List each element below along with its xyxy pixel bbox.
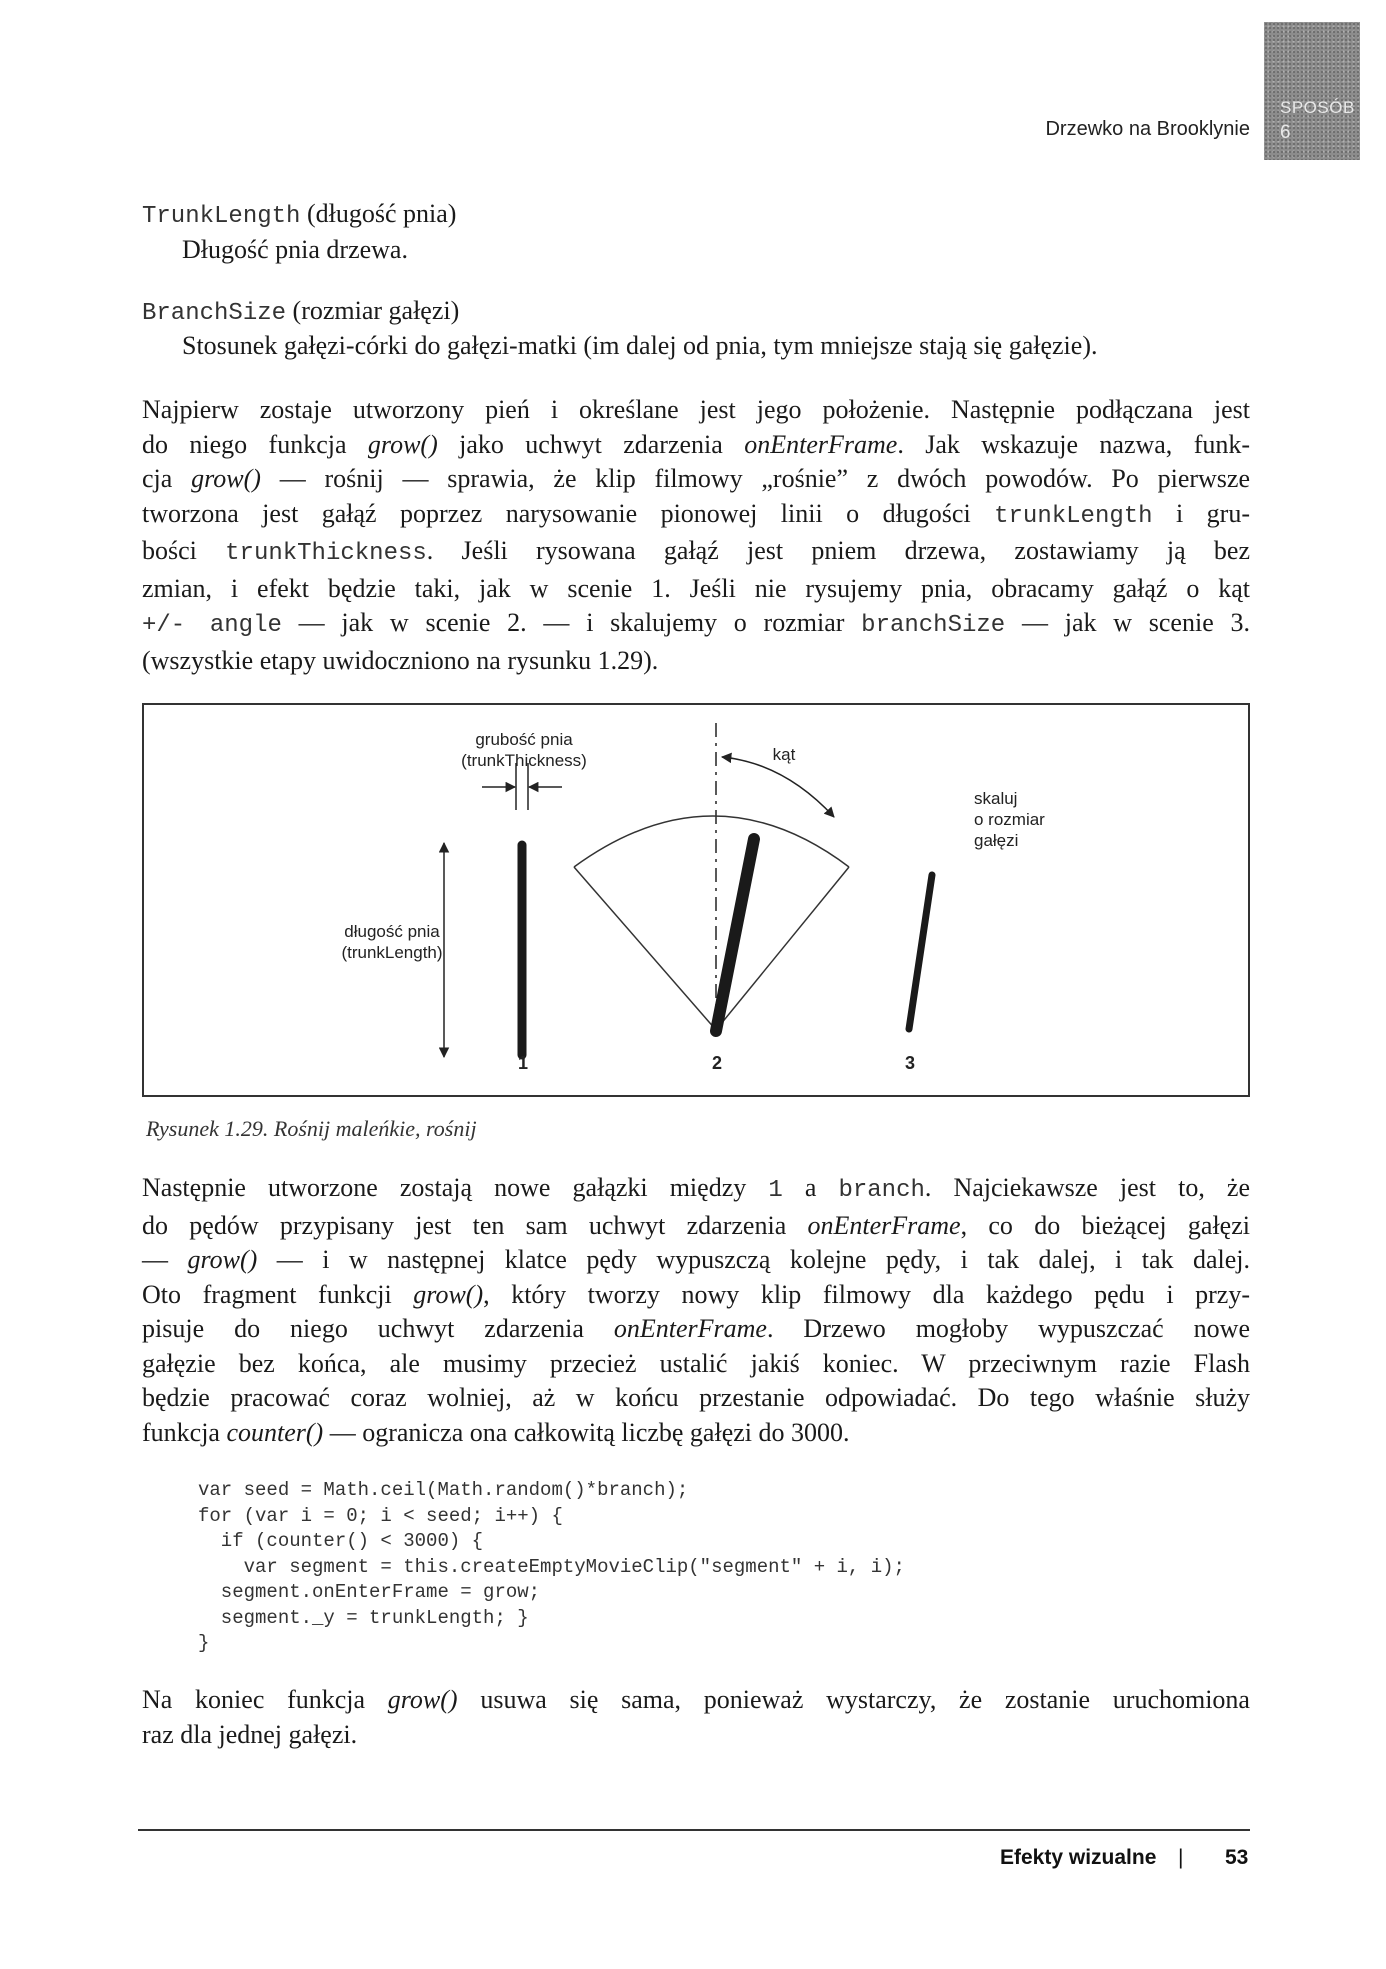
paragraph-2: Następnie utworzone zostają nowe gałązki między 1 a branch. Najciekawsze jest to, że do pędów przypisany jest ten sam uchwyt zdarzenia onEnterFrame, co do bieżącej gałęzi — grow() — i w następnej klatce pędy wypuszczą kolejne pędy, i tak dalej, i tak dalej. Oto fragment funkcji grow(), który tworzy nowy klip filmowy dla każdego pędu i przy- pisuje do niego uchwyt zdarzenia onEnterFrame. Drzewo mogłoby wypuszczać nowe gałęzie bez końca, ale musimy przecież ustalić jakiś koniec. W przeciwnym razie Flash będzie pracować coraz wolniej, aż w końcu przestanie odpowiadać. Do tego właśnie służy funkcja counter() — ogranicza ona całkowitą liczbę gałęzi do 3000. [142, 1173, 1250, 1447]
scene-2-radius-left [574, 867, 716, 1030]
angle-arrow [722, 757, 834, 817]
running-head: Drzewko na Brooklynie [1045, 118, 1250, 140]
definition-term-branchsize: BranchSize (rozmiar gałęzi) [142, 296, 460, 327]
figure-diagram [144, 705, 1248, 1095]
definition-term-trunklength: TrunkLength (długość pnia) [142, 199, 457, 230]
label-scale-3: gałęzi [974, 831, 1019, 850]
scene-3-branch [909, 875, 932, 1029]
page-number: 53 [1225, 1846, 1249, 1869]
figure-caption: Rysunek 1.29. Rośnij maleńkie, rośnij [146, 1116, 477, 1141]
label-length-1: długość pnia [344, 922, 440, 941]
code-block: var seed = Math.ceil(Math.random()*branch); for (var i = 0; i < seed; i++) { if (counter() < 3000) { var segment = this.createEmptyMovieClip("segment" + i, i); segment.onEnterFrame = grow; segment._y = trunkLength; } } [198, 1479, 905, 1654]
section-label: SPOSÓB [1280, 98, 1355, 117]
footer-rule [138, 1829, 1250, 1831]
label-thickness-1: grubość pnia [475, 730, 573, 749]
paragraph-1: Najpierw zostaje utworzony pień i określane jest jego położenie. Następnie podłączana jest do niego funkcja grow() jako uchwyt zdarzenia onEnterFrame. Jak wskazuje nazwa, funk- cja grow() — rośnij — sprawia, że klip filmowy „rośnie” z dwóch powodów. Po pierwsze tworzona jest gałąź poprzez narysowanie pionowej linii o długości trunkLength i gru- bości trunkThickness. Jeśli rysowana gałąź jest pniem drzewa, zostawiamy ją bez zmian, i efekt będzie taki, jak w scenie 1. Jeśli nie rysujemy pnia, obracamy gałąź o kąt +/- angle — jak w scenie 2. — i skalujemy o rozmiar branchSize — jak w scenie 3. (wszystkie etapy uwidoczniono na rysunku 1.29). [142, 395, 1251, 675]
label-angle: kąt [772, 745, 796, 764]
footer-title: Efekty wizualne [1000, 1846, 1157, 1869]
paragraph-3: Na koniec funkcja grow() usuwa się sama, ponieważ wystarczy, że zostanie uruchomiona raz dla jednej gałęzi. [142, 1685, 1250, 1749]
scene-2-arc [574, 816, 849, 867]
label-scale-2: o rozmiar [974, 810, 1045, 829]
footer-separator: | [1178, 1846, 1184, 1869]
scene-3-label: 3 [904, 1053, 916, 1073]
definition-desc-branchsize: Stosunek gałęzi-córki do gałęzi-matki (im dalej od pnia, tym mniejsze stają się gałęzie). [182, 331, 1098, 360]
label-scale-1: skaluj [974, 789, 1018, 808]
section-tab [1264, 22, 1360, 160]
label-length-2: (trunkLength) [341, 943, 443, 962]
scene-2-branch [716, 839, 754, 1031]
figure-1-29 [142, 703, 1250, 1097]
label-thickness-2: (trunkThickness) [461, 751, 587, 770]
definition-desc-trunklength: Długość pnia drzewa. [182, 235, 408, 264]
section-number: 6 [1280, 122, 1291, 143]
scene-2-label: 2 [711, 1053, 723, 1073]
scene-1-label: 1 [517, 1053, 529, 1073]
